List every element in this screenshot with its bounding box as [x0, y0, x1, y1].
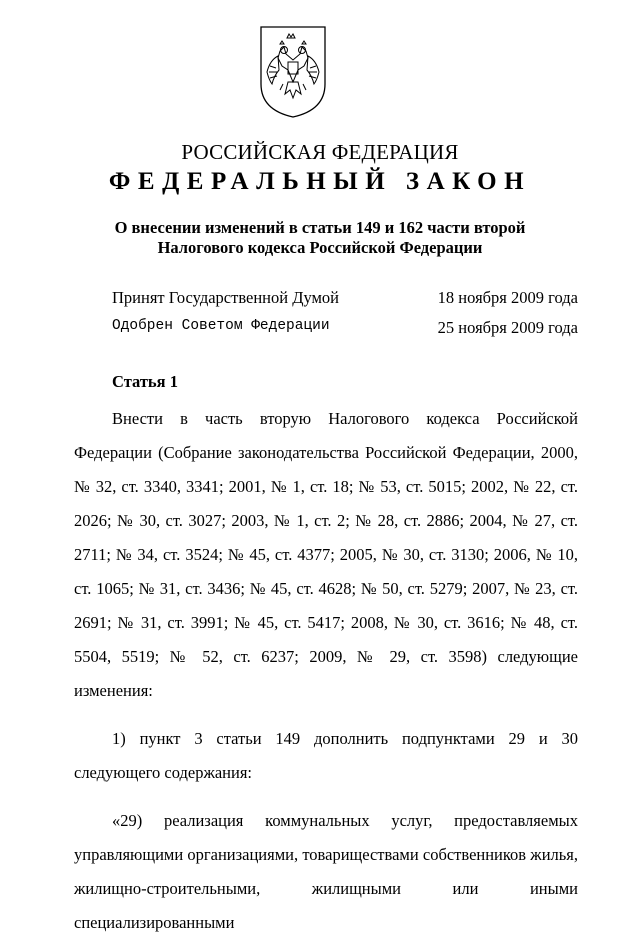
approval-date: 25 ноября 2009 года — [437, 318, 578, 337]
adoption-label: Принят Государственной Думой — [112, 288, 340, 307]
article-title: Статья 1 — [112, 372, 178, 391]
approval-label: Одобрен Советом Федерации — [112, 318, 330, 334]
adoption-date: 18 ноября 2009 года — [437, 288, 578, 307]
paragraph: «29) реализация коммунальных услуг, предоставляемых управляющими организациями, товариществами собственников жилья, жилищно-строительными, жилищными или иными специализированными — [74, 811, 578, 932]
law-subject-line: О внесении изменений в статьи 149 и 162 части второй — [114, 218, 526, 237]
law-subject-line: Налогового кодекса Российской Федерации — [157, 238, 483, 257]
country-name: РОССИЙСКАЯ ФЕДЕРАЦИЯ — [181, 140, 459, 164]
coat-of-arms-icon — [258, 24, 328, 120]
paragraph: 1) пункт 3 статьи 149 дополнить подпунктами 29 и 30 следующего содержания: — [74, 729, 578, 782]
law-type-title: ФЕДЕРАЛЬНЫЙ ЗАКОН — [108, 168, 532, 195]
law-subject — [0, 218, 640, 258]
paragraph: Внести в часть вторую Налогового кодекса Российской Федерации (Собрание законодательства Российской Федерации, 2000, № 32, ст. 3340, 3341; 2001, № 1, ст. 18; № 53, ст. 5015; 2002, № 22, ст. 2026; № 30, ст. 3027; 2003, № 1, ст. 2; № 28, ст. 2886; 2004, № 27, ст. 2711; № 34, ст. 3524; № 45, ст. 4377; 2005, № 30, ст. 3130; 2006, № 10, ст. 1065; № 31, ст. 3436; № 45, ст. 4628; № 50, ст. 5279; 2007, № 23, ст. 2691; № 31, ст. 3991; № 45, ст. 5417; 2008, № 30, ст. 3616; № 48, ст. 5504, 5519; № 52, ст. 6237; 2009, № 29, ст. 3598) следующие изменения: — [74, 409, 578, 700]
article-body — [74, 402, 578, 940]
